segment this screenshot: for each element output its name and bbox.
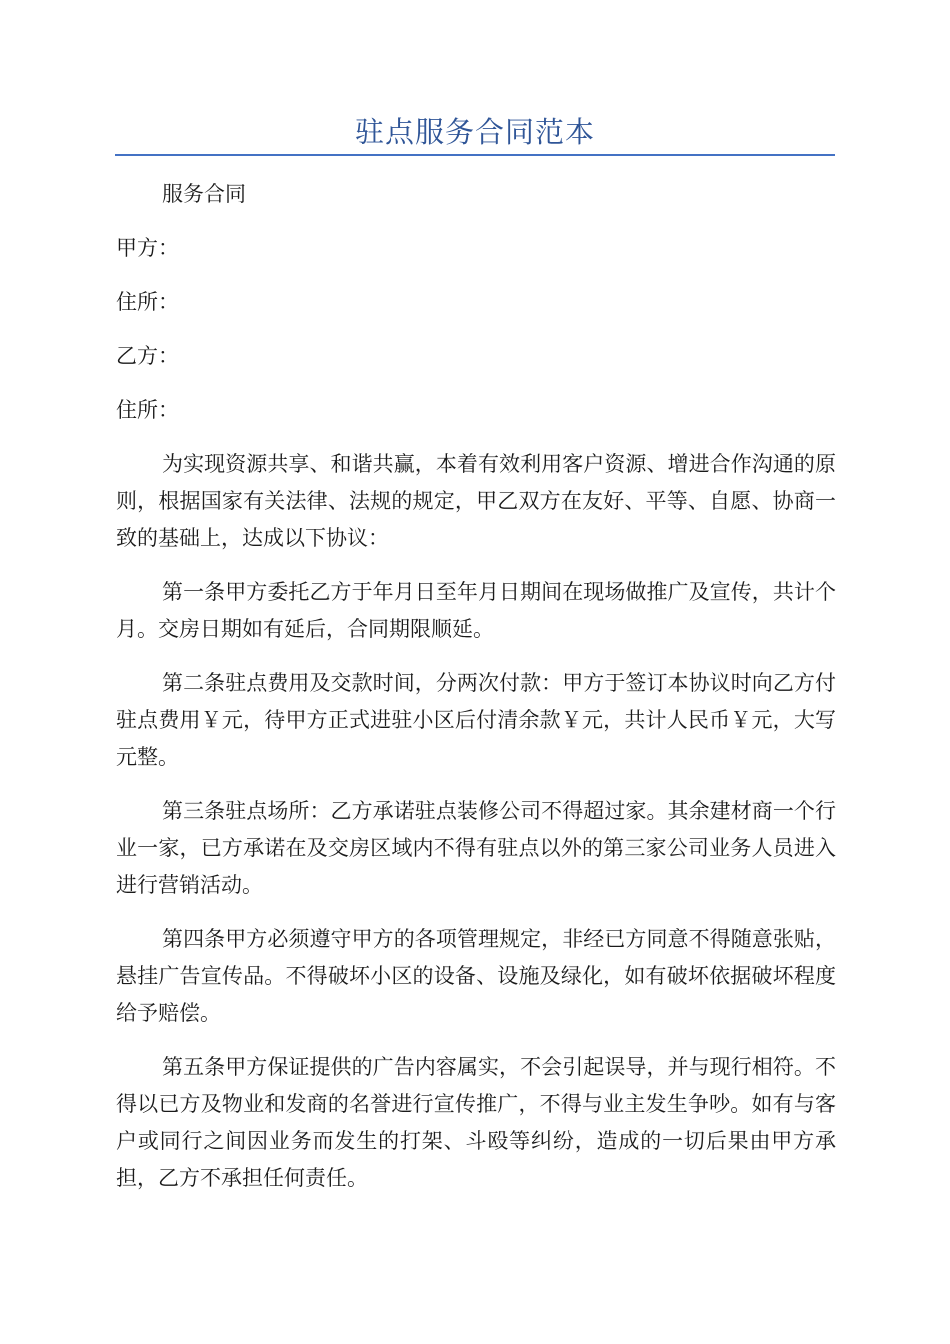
address-a-field: 住所： [116,290,179,314]
article-1: 第一条甲方委托乙方于年月日至年月日期间在现场做推广及宣传，共计个月。交房日期如有延后，合同期限顺延。 [116,580,836,641]
article-2: 第二条驻点费用及交款时间，分两次付款：甲方于签订本协议时向乙方付驻点费用￥元，待甲方正式进驻小区后付清余款￥元，共计人民币￥元，大写元整。 [116,671,836,769]
party-a-field: 甲方： [116,236,179,260]
article-3: 第三条驻点场所：乙方承诺驻点装修公司不得超过家。其余建材商一个行业一家，已方承诺在及交房区域内不得有驻点以外的第三家公司业务人员进入进行营销活动。 [116,799,836,897]
document-title: 驻点服务合同范本 [354,115,595,149]
document-body [116,176,836,1214]
address-b-field: 住所： [116,398,179,422]
intro-paragraph: 为实现资源共享、和谐共赢，本着有效利用客户资源、增进合作沟通的原则，根据国家有关法律、法规的规定，甲乙双方在友好、平等、自愿、协商一致的基础上，达成以下协议： [116,452,836,550]
party-b-field: 乙方： [116,344,179,368]
article-4: 第四条甲方必须遵守甲方的各项管理规定，非经已方同意不得随意张贴，悬挂广告宣传品。不得破坏小区的设备、设施及绿化，如有破坏依据破坏程度给予赔偿。 [116,927,836,1025]
contract-subtitle: 服务合同 [162,182,246,206]
title-underline [115,154,835,156]
article-5: 第五条甲方保证提供的广告内容属实，不会引起误导，并与现行相符。不得以已方及物业和发商的名誉进行宣传推广，不得与业主发生争吵。如有与客户或同行之间因业务而发生的打架、斗殴等纠纷，造成的一切后果由甲方承担，乙方不承担任何责任。 [116,1055,836,1190]
